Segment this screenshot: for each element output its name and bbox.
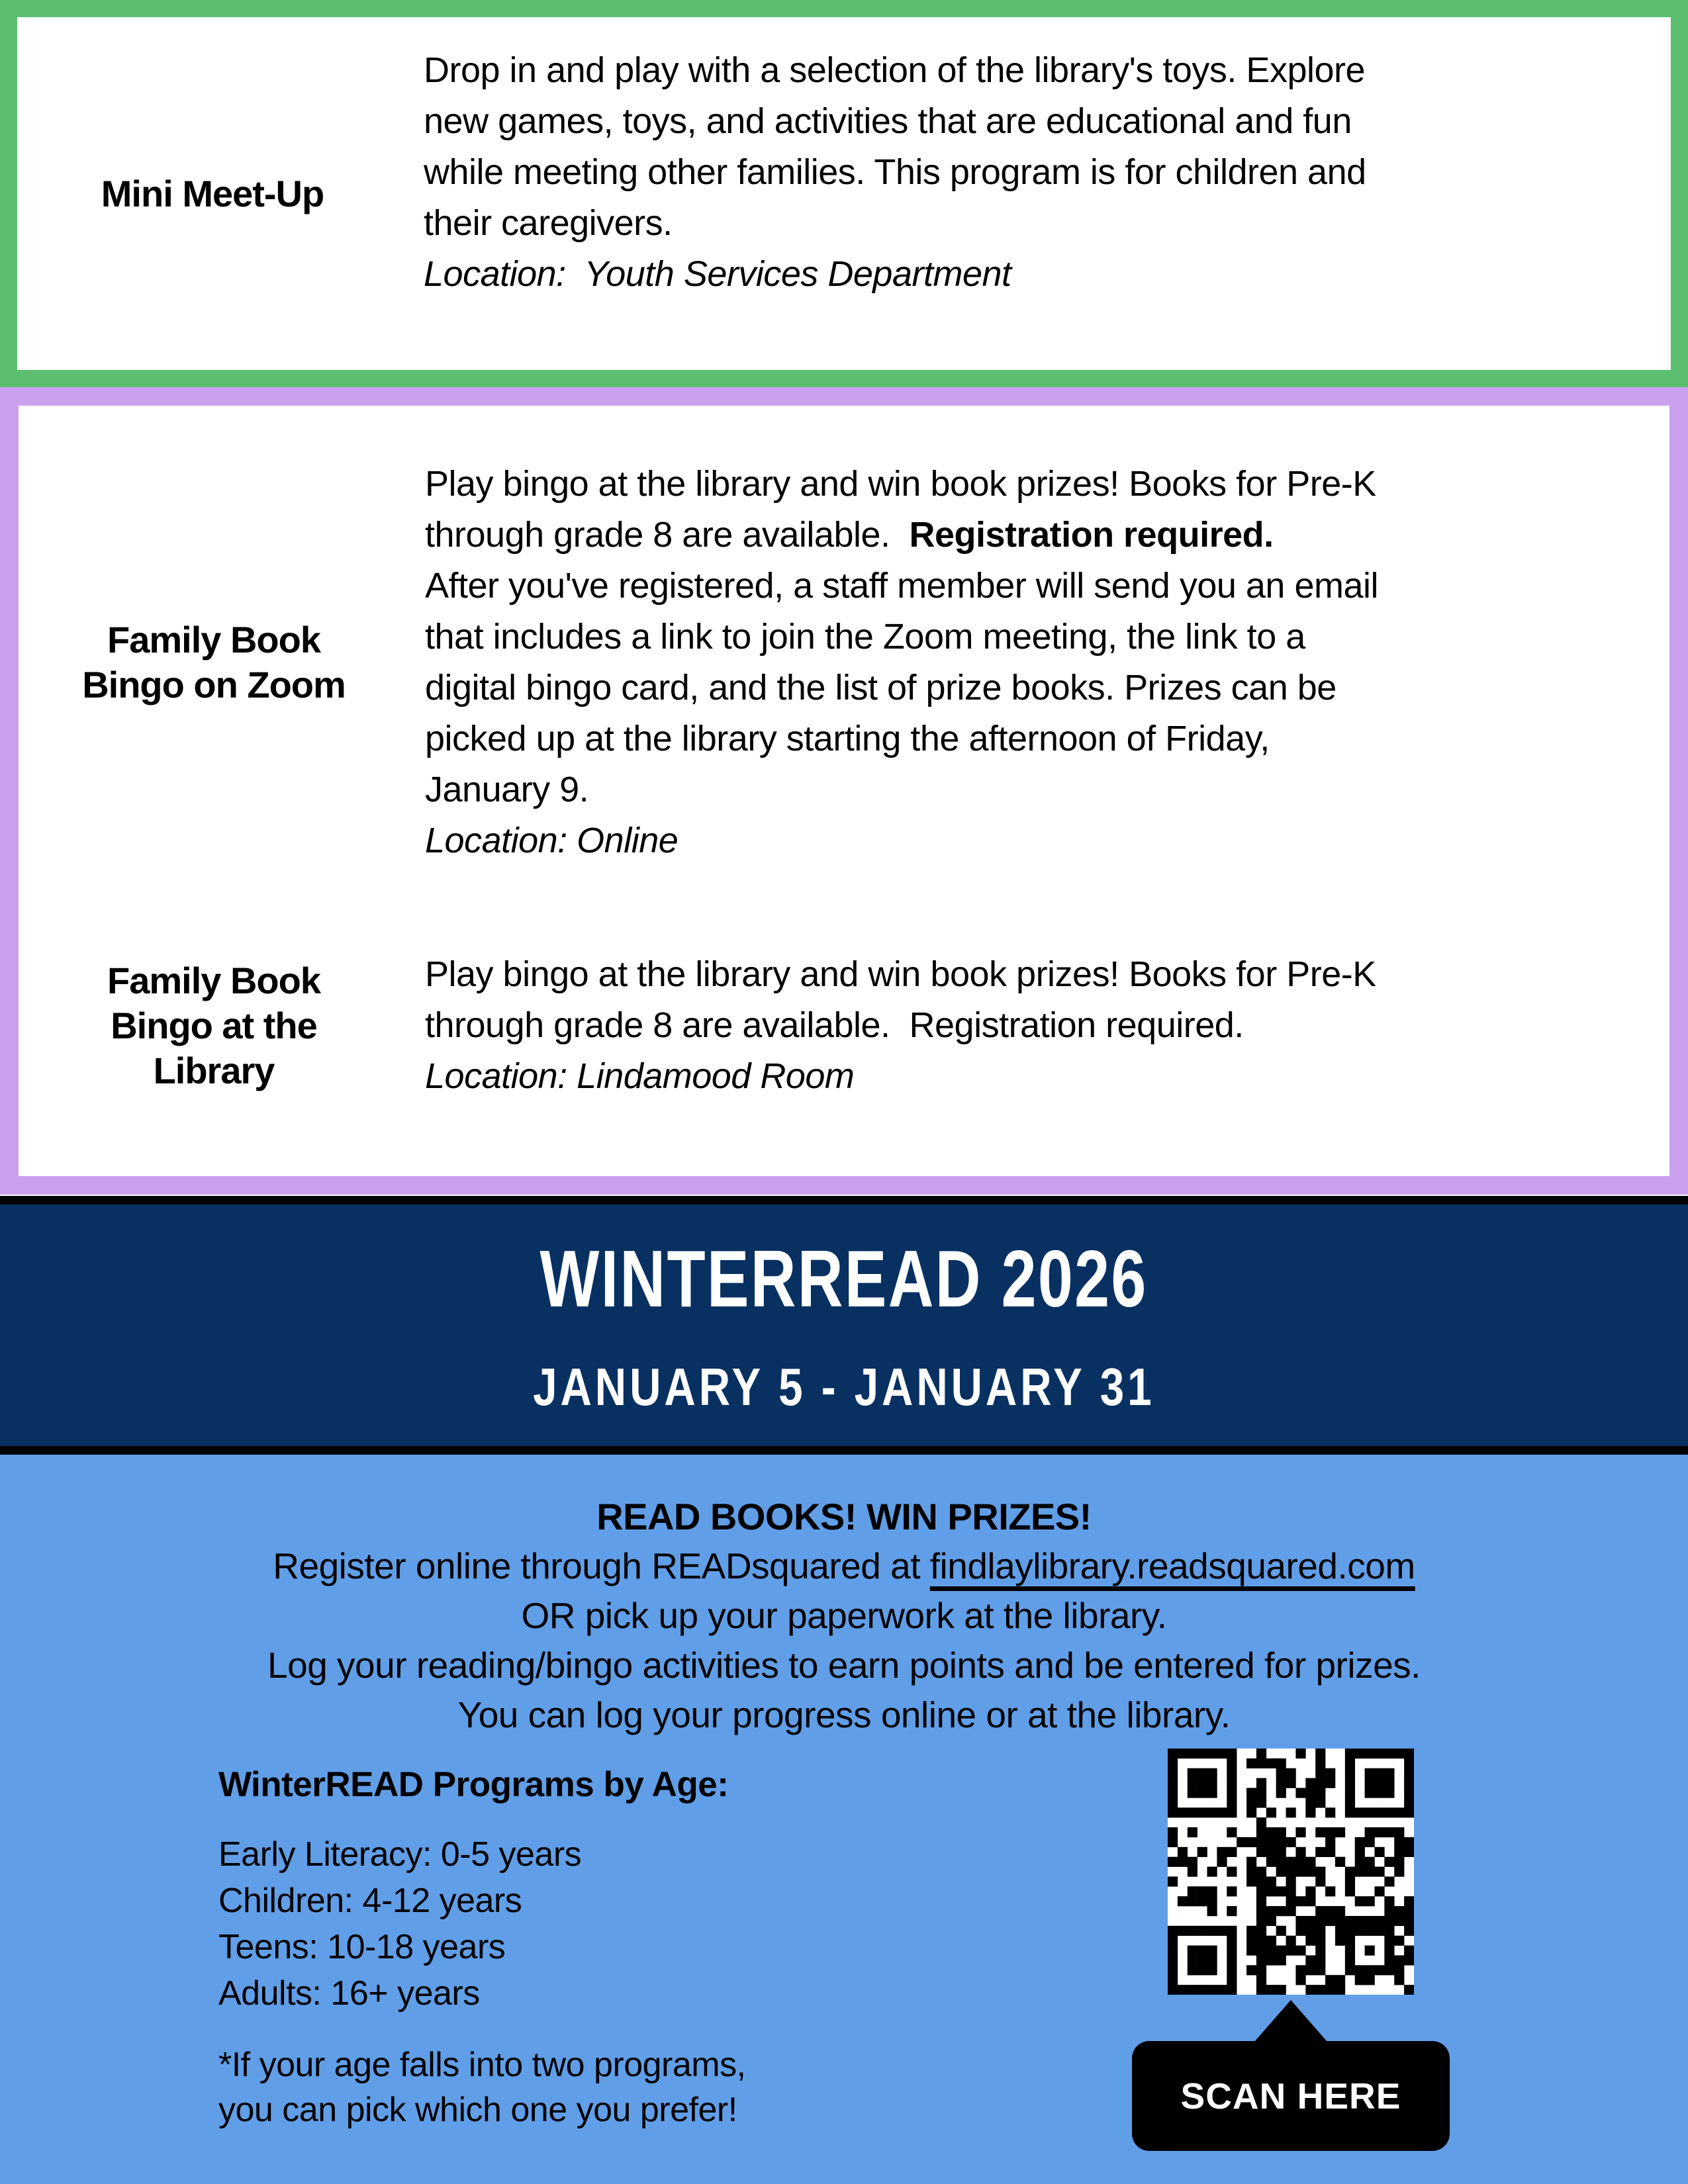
description-line	[425, 510, 1623, 561]
program-row-bingo-at-library	[19, 949, 1669, 1102]
programs-by-age-heading: WinterREAD Programs by Age:	[218, 1765, 729, 1804]
banner-dates: JANUARY 5 - JANUARY 31	[533, 1357, 1155, 1416]
program-title-line: Family Book	[107, 619, 320, 660]
scan-here-pointer-icon	[1254, 2000, 1327, 2042]
program-title-line: Bingo at the	[111, 1004, 317, 1046]
promo-or-line: OR pick up your paperwork at the library.	[521, 1595, 1167, 1636]
promo-progress-line: You can log your progress online or at the library.	[457, 1694, 1231, 1735]
description-line: After you've registered, a staff member will send you an email	[425, 566, 1378, 606]
promo-register-line	[0, 1541, 1688, 1591]
winterread-info-section	[0, 1455, 1688, 2184]
location-line: Location: Online	[425, 821, 679, 860]
description-line: picked up at the library starting the afternoon of Friday,	[425, 719, 1270, 758]
promo-register-pre: Register online through READsquared at	[273, 1545, 930, 1586]
program-card-family-book-bingo	[0, 387, 1688, 1195]
age-note	[218, 2042, 746, 2132]
program-row-bingo-on-zoom	[19, 459, 1669, 866]
programs-by-age-block	[218, 1764, 728, 2017]
program-title-line: Library	[153, 1049, 275, 1091]
winterread-banner	[0, 1196, 1688, 1455]
description-line: January 9.	[425, 770, 589, 809]
qr-code	[1168, 1749, 1414, 1995]
program-title-line: Bingo on Zoom	[82, 664, 346, 705]
description-line: while meeting other families. This program is for children and	[424, 152, 1366, 192]
promo-text-block	[0, 1455, 1688, 1740]
program-title-bingo-on-zoom	[19, 459, 409, 866]
description-line: digital bingo card, and the list of prize books. Prizes can be	[425, 668, 1336, 707]
program-title-mini-meet-up	[17, 17, 408, 370]
program-description-bingo-on-zoom	[409, 459, 1669, 866]
description-segment: through grade 8 are available.	[425, 515, 910, 555]
age-item-children: Children: 4-12 years	[218, 1882, 522, 1920]
description-line: Play bingo at the library and win book prizes! Books for Pre-K	[425, 954, 1376, 994]
age-item-adults: Adults: 16+ years	[218, 1974, 480, 2013]
age-item-teens: Teens: 10-18 years	[218, 1928, 506, 1966]
description-line: their caregivers.	[424, 203, 673, 243]
age-note-line: you can pick which one you prefer!	[218, 2091, 737, 2129]
age-item-early-literacy: Early Literacy: 0-5 years	[218, 1835, 582, 1874]
program-title-line: Family Book	[107, 959, 320, 1001]
program-description-bingo-at-library	[409, 949, 1669, 1102]
program-title-bingo-at-library	[19, 949, 409, 1102]
promo-log-line: Log your reading/bingo activities to earn points and be entered for prizes.	[267, 1645, 1421, 1686]
banner-title: WINTERREAD 2026	[539, 1234, 1149, 1324]
program-title-line: Mini Meet-Up	[101, 172, 324, 214]
location-line: Location: Youth Services Department	[424, 254, 1011, 294]
location-line: Location: Lindamood Room	[425, 1056, 855, 1096]
description-line: that includes a link to join the Zoom meeting, the link to a	[425, 617, 1305, 657]
age-note-line: *If your age falls into two programs,	[218, 2046, 746, 2084]
readsquared-link[interactable]: findlaylibrary.readsquared.com	[929, 1545, 1415, 1586]
description-line: Drop in and play with a selection of the library's toys. Explore	[424, 50, 1366, 90]
description-line: through grade 8 are available. Registration required.	[425, 1005, 1244, 1045]
description-line: Play bingo at the library and win book prizes! Books for Pre-K	[425, 464, 1376, 504]
registration-required-bold: Registration required.	[909, 515, 1274, 555]
promo-headline: READ BOOKS! WIN PRIZES!	[596, 1496, 1092, 1537]
description-line: new games, toys, and activities that are educational and fun	[424, 101, 1352, 141]
program-card-mini-meet-up	[0, 0, 1688, 387]
scan-here-badge: SCAN HERE	[1132, 2041, 1450, 2151]
program-description-mini-meet-up	[408, 17, 1671, 370]
